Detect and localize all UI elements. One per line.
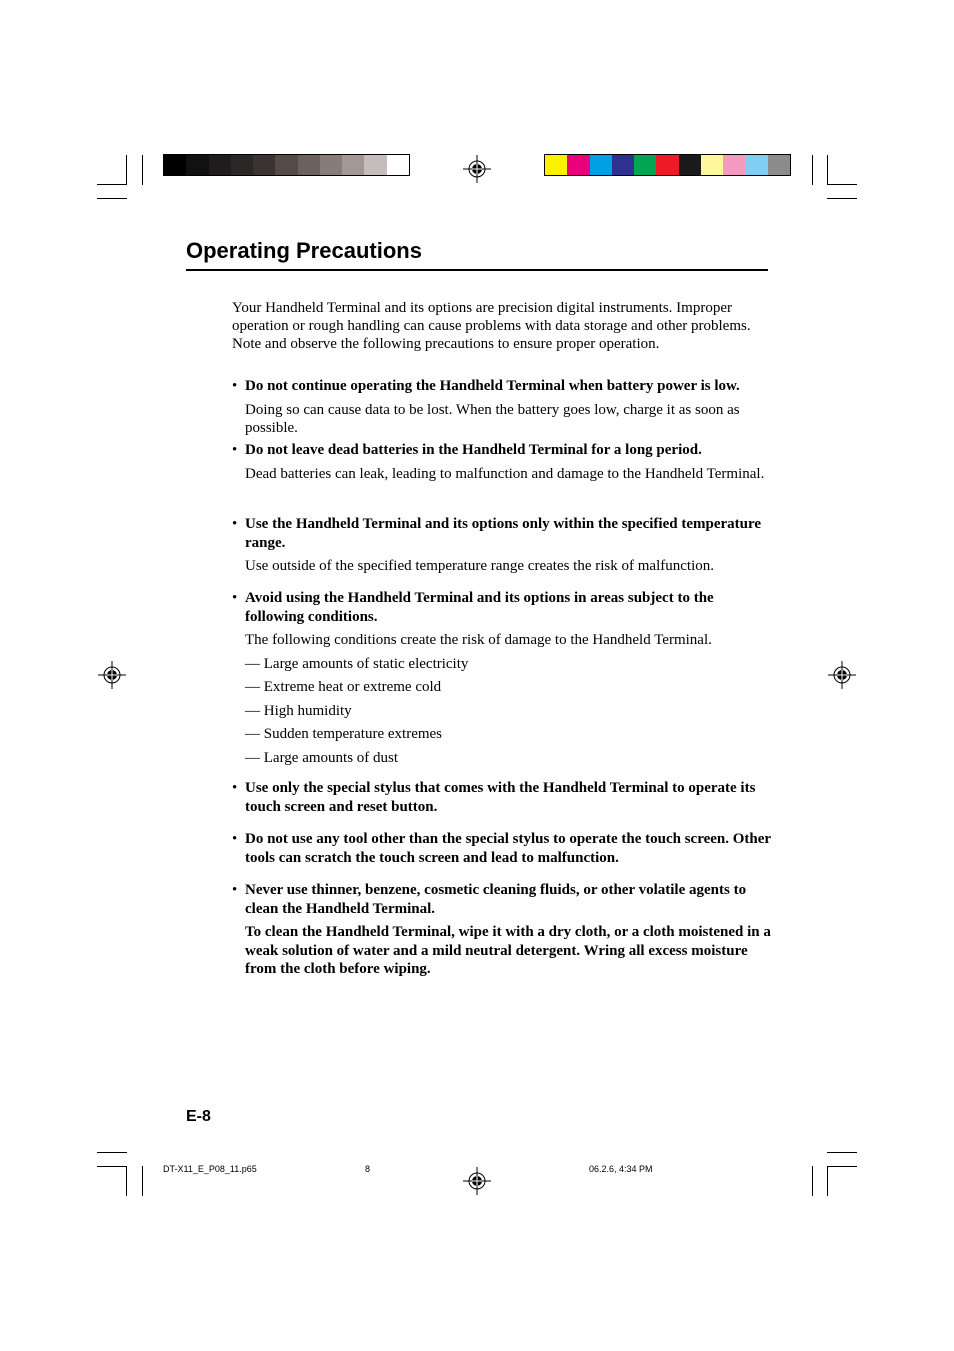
- precaution-item: [232, 377, 772, 438]
- crop-mark: [97, 184, 127, 185]
- condition-item: — Sudden temperature extremes: [245, 726, 443, 742]
- color-swatch: [656, 155, 678, 175]
- precaution-item: [232, 881, 772, 979]
- color-swatch: [342, 155, 364, 175]
- color-swatch: [745, 155, 767, 175]
- crop-mark: [827, 1152, 857, 1153]
- condition-item: — Large amounts of dust: [245, 749, 399, 766]
- crop-mark: [97, 198, 127, 199]
- condition-item: — High humidity: [245, 702, 352, 719]
- condition-item: — Extreme heat or extreme cold: [245, 679, 442, 695]
- color-swatch: [253, 155, 275, 175]
- crop-mark: [827, 155, 828, 185]
- precaution-heading: • Do not leave dead batteries in the Handheld Terminal for a long period.: [232, 441, 772, 460]
- color-swatch: [679, 155, 701, 175]
- registration-mark-icon: [462, 1166, 492, 1196]
- color-swatch: [186, 155, 208, 175]
- grayscale-color-bar: [163, 154, 410, 176]
- crop-mark: [126, 1166, 127, 1196]
- precaution-heading: • Do not use any tool other than the special stylus to operate the touch screen. Other tools can scratch the touch screen and lead to malfunction.: [232, 830, 772, 867]
- footer-date: 06.2.6, 4:34 PM: [589, 1164, 653, 1174]
- precaution-heading: • Never use thinner, benzene, cosmetic cleaning fluids, or other volatile agents to clean the Handheld Terminal.: [232, 881, 772, 918]
- color-swatch: [590, 155, 612, 175]
- color-swatch: [320, 155, 342, 175]
- intro-paragraph: Your Handheld Terminal and its options are precision digital instruments. Improper operation or rough handling can cause problems with data storage and other problems. Note and observe the following precautions to ensure proper operation.: [232, 300, 751, 352]
- precaution-item: [232, 830, 772, 867]
- color-swatch: [545, 155, 567, 175]
- precaution-item: [232, 441, 772, 483]
- crop-mark: [827, 1166, 828, 1196]
- crop-mark: [827, 184, 857, 185]
- registration-mark-icon: [827, 660, 857, 690]
- footer-filename: DT-X11_E_P08_11.p65: [163, 1164, 257, 1174]
- condition-item: — Large amounts of static electricity: [245, 655, 469, 672]
- color-swatch: [298, 155, 320, 175]
- crop-mark: [126, 155, 127, 185]
- color-swatch: [209, 155, 231, 175]
- color-swatch: [387, 155, 409, 175]
- precaution-description: Dead batteries can leak, leading to malfunction and damage to the Handheld Terminal.: [245, 465, 765, 482]
- precaution-description: To clean the Handheld Terminal, wipe it with a dry cloth, or a cloth moistened in a weak solution of water and a mild neutral detergent. Wring all excess moisture from the cloth before wiping.: [245, 924, 771, 977]
- crop-mark: [827, 1166, 857, 1167]
- color-swatch: [723, 155, 745, 175]
- precaution-item: [232, 589, 772, 767]
- page-number: E-8: [186, 1108, 211, 1125]
- crop-mark: [97, 1166, 127, 1167]
- process-color-bar: [544, 154, 791, 176]
- precaution-description: Use outside of the specified temperature range creates the risk of malfunction.: [245, 558, 714, 574]
- crop-mark: [97, 1152, 127, 1153]
- color-swatch: [612, 155, 634, 175]
- color-swatch: [364, 155, 386, 175]
- crop-mark: [827, 198, 857, 199]
- color-swatch: [634, 155, 656, 175]
- precaution-heading: • Use the Handheld Terminal and its options only within the specified temperature range.: [232, 515, 772, 552]
- precaution-heading: • Use only the special stylus that comes with the Handheld Terminal to operate its touch screen and reset button.: [232, 779, 772, 816]
- color-swatch: [164, 155, 186, 175]
- precaution-heading: • Do not continue operating the Handheld Terminal when battery power is low.: [232, 377, 772, 396]
- registration-mark-icon: [97, 660, 127, 690]
- color-swatch: [231, 155, 253, 175]
- precaution-description: The following conditions create the risk of damage to the Handheld Terminal.: [245, 632, 712, 648]
- precaution-item: [232, 779, 772, 816]
- crop-mark: [812, 1166, 813, 1196]
- precaution-heading: • Avoid using the Handheld Terminal and its options in areas subject to the following conditions.: [232, 589, 772, 626]
- color-swatch: [768, 155, 790, 175]
- crop-mark: [812, 155, 813, 185]
- color-swatch: [275, 155, 297, 175]
- precaution-description: Doing so can cause data to be lost. When the battery goes low, charge it as soon as possible.: [245, 401, 740, 436]
- crop-mark: [142, 155, 143, 185]
- crop-mark: [142, 1166, 143, 1196]
- color-swatch: [701, 155, 723, 175]
- page-title: Operating Precautions: [186, 236, 768, 271]
- color-swatch: [567, 155, 589, 175]
- registration-mark-icon: [462, 154, 492, 184]
- footer-page: 8: [365, 1164, 371, 1174]
- precaution-item: [232, 515, 772, 576]
